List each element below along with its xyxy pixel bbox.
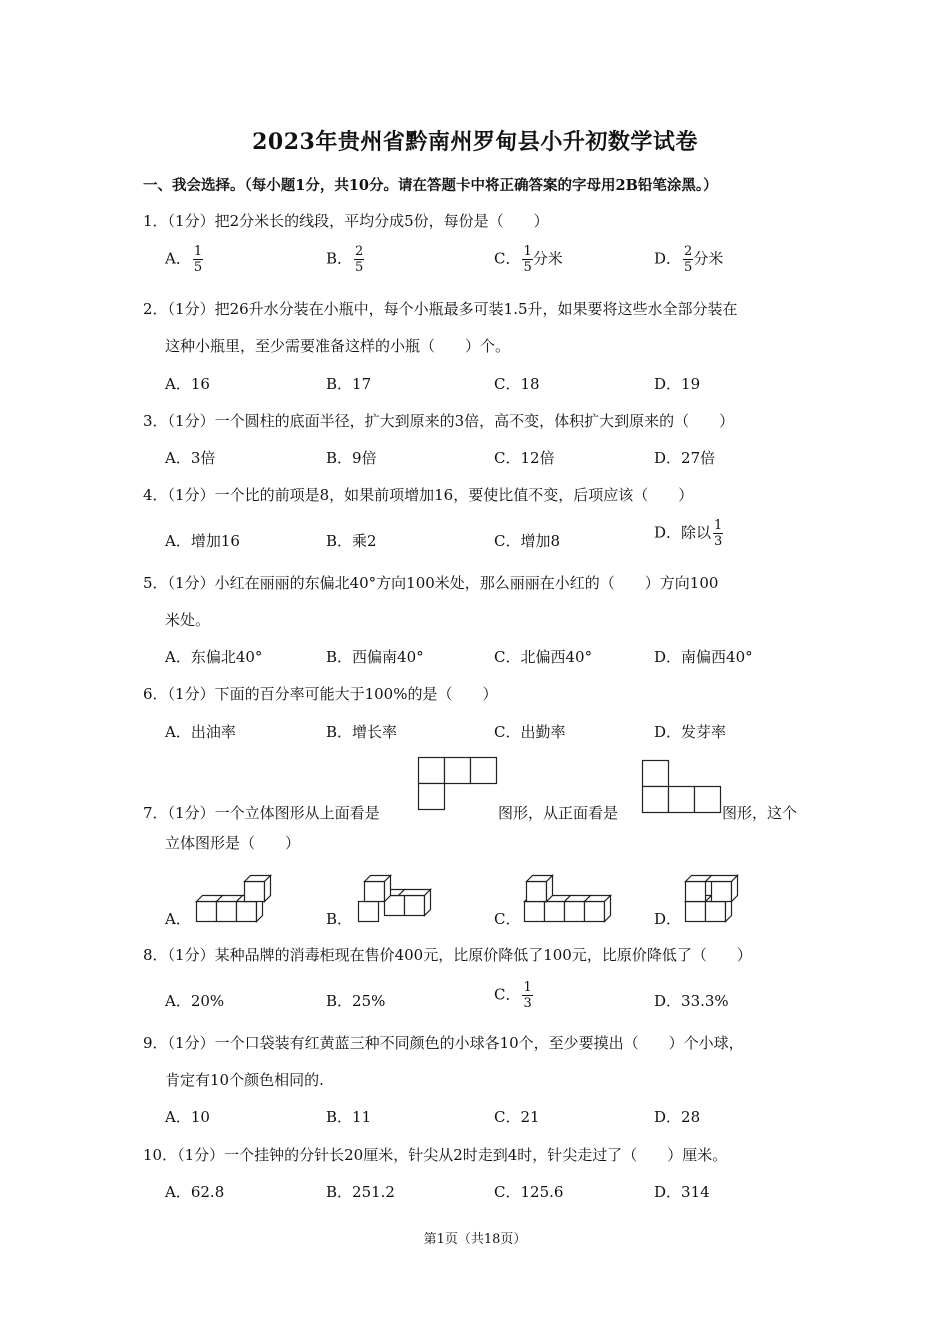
q1-option-c[interactable]: C． $\frac{1}{5}$ 分米 [494,244,563,275]
q4-option-a[interactable]: A．增加16 [165,532,240,550]
question-7-stem-part2: 图形，从正面看是 [498,804,619,822]
q7-option-b[interactable]: B． [326,910,353,928]
q3-option-d[interactable]: D．27倍 [654,449,716,467]
question-7-stem-part1: 7．（1分）一个立体图形从上面看是 [143,804,380,822]
top-view-figure [418,757,498,812]
cube-figure-d[interactable] [685,870,745,926]
cube-figure-a[interactable] [196,870,272,926]
q6-option-b[interactable]: B．增长率 [326,723,398,741]
q10-option-b[interactable]: B．251.2 [326,1183,395,1201]
cube [245,876,271,902]
q2-option-b[interactable]: B．17 [326,375,372,393]
fraction: $\frac{1}{5}$ [523,244,532,275]
page-title: 2023年贵州省黔南州罗甸县小升初数学试卷 [252,129,698,155]
q8-option-a[interactable]: A．20% [165,992,225,1010]
option-label: C． [494,985,521,1004]
q3-option-c[interactable]: C．12倍 [494,449,555,467]
q10-option-d[interactable]: D．314 [654,1183,710,1201]
question-2-stem-line2: 这种小瓶里，至少需要准备这样的小瓶（ ）个。 [165,337,511,355]
question-10-stem: 10．（1分）一个挂钟的分针长20厘米，针尖从2时走到4时，针尖走过了（ ）厘米。 [143,1146,728,1164]
q4-option-c[interactable]: C．增加8 [494,532,561,550]
question-5-stem-line2: 米处。 [165,611,211,629]
question-9-stem-line2: 肯定有10个颜色相同的. [165,1071,324,1089]
option-label: A． [165,249,191,268]
q10-option-a[interactable]: A．62.8 [165,1183,225,1201]
q8-option-c[interactable] [494,980,533,1011]
option-label: D．除以 [654,523,712,542]
question-7-stem-part3: 图形，这个 [722,804,798,822]
q9-option-c[interactable]: C．21 [494,1108,540,1126]
q7-option-a[interactable]: A． [165,910,191,928]
q9-option-a[interactable]: A．10 [165,1108,210,1126]
cube [365,876,391,902]
q3-option-a[interactable]: A．3倍 [165,449,216,467]
fraction: $\frac{1}{3}$ [714,518,723,549]
fraction: $\frac{1}{3}$ [523,980,532,1011]
option-label: B． [326,249,353,268]
fraction: $\frac{2}{5}$ [684,244,693,275]
question-6-stem: 6．（1分）下面的百分率可能大于100%的是（ ） [143,685,498,703]
q2-option-d[interactable]: D．19 [654,375,701,393]
fraction: $\frac{2}{5}$ [355,244,364,275]
question-9-stem: 9．（1分）一个口袋装有红黄蓝三种不同颜色的小球各10个，至少要摸出（ ）个小球， [143,1034,744,1052]
q1-option-b[interactable] [326,244,364,275]
cube [359,902,379,922]
question-4-stem: 4．（1分）一个比的前项是8，如果前项增加16，要使比值不变，后项应该（ ） [143,486,694,504]
q1-option-d[interactable]: D． $\frac{2}{5}$ 分米 [654,244,724,275]
front-view-figure [642,760,724,815]
fraction: $\frac{1}{5}$ [193,244,203,275]
q5-option-c[interactable]: C．北偏西40° [494,648,593,666]
cube [527,876,553,902]
q8-option-d[interactable]: D．33.3% [654,992,729,1010]
q5-option-b[interactable]: B．西偏南40° [326,648,424,666]
question-1-stem: 1．（1分）把2分米长的线段，平均分成5份，每份是（ ） [143,212,549,230]
q2-option-c[interactable]: C．18 [494,375,540,393]
cube-figure-c[interactable] [524,870,616,926]
q7-option-c[interactable]: C． [494,910,521,928]
q2-option-a[interactable]: A．16 [165,375,210,393]
q1-option-a[interactable] [165,244,203,275]
option-label: C． [494,249,521,268]
question-3-stem: 3．（1分）一个圆柱的底面半径，扩大到原来的3倍，高不变，体积扩大到原来的（ ） [143,412,735,430]
q4-option-b[interactable]: B．乘2 [326,532,377,550]
q9-option-b[interactable]: B．11 [326,1108,372,1126]
question-2-stem: 2．（1分）把26升水分装在小瓶中，每个小瓶最多可装1.5升，如果要将这些水全部分装在 [143,300,738,318]
question-8-stem: 8．（1分）某种品牌的消毒柜现在售价400元，比原价降低了100元，比原价降低了（ ） [143,946,752,964]
q10-option-c[interactable]: C．125.6 [494,1183,564,1201]
q4-option-d[interactable] [654,518,723,549]
cube-figure-b[interactable] [358,870,436,926]
q3-option-b[interactable]: B．9倍 [326,449,377,467]
q7-option-d[interactable]: D． [654,910,682,928]
q5-option-a[interactable]: A．东偏北40° [165,648,263,666]
page-number: 第1页（共18页） [423,1232,527,1247]
q8-option-b[interactable]: B．25% [326,992,386,1010]
q6-option-d[interactable]: D．发芽率 [654,723,727,741]
q9-option-d[interactable]: D．28 [654,1108,701,1126]
option-label: D． [654,249,682,268]
question-5-stem: 5．（1分）小红在丽丽的东偏北40°方向100米处，那么丽丽在小红的（ ）方向100 [143,574,719,592]
q6-option-a[interactable]: A．出油率 [165,723,236,741]
q5-option-d[interactable]: D．南偏西40° [654,648,753,666]
q6-option-c[interactable]: C．出勤率 [494,723,566,741]
section-heading: 一、我会选择。（每小题1分，共10分。请在答题卡中将正确答案的字母用2B铅笔涂黑。） [143,177,718,194]
question-7-stem-line2: 立体图形是（ ） [165,834,301,852]
cube [585,896,611,922]
